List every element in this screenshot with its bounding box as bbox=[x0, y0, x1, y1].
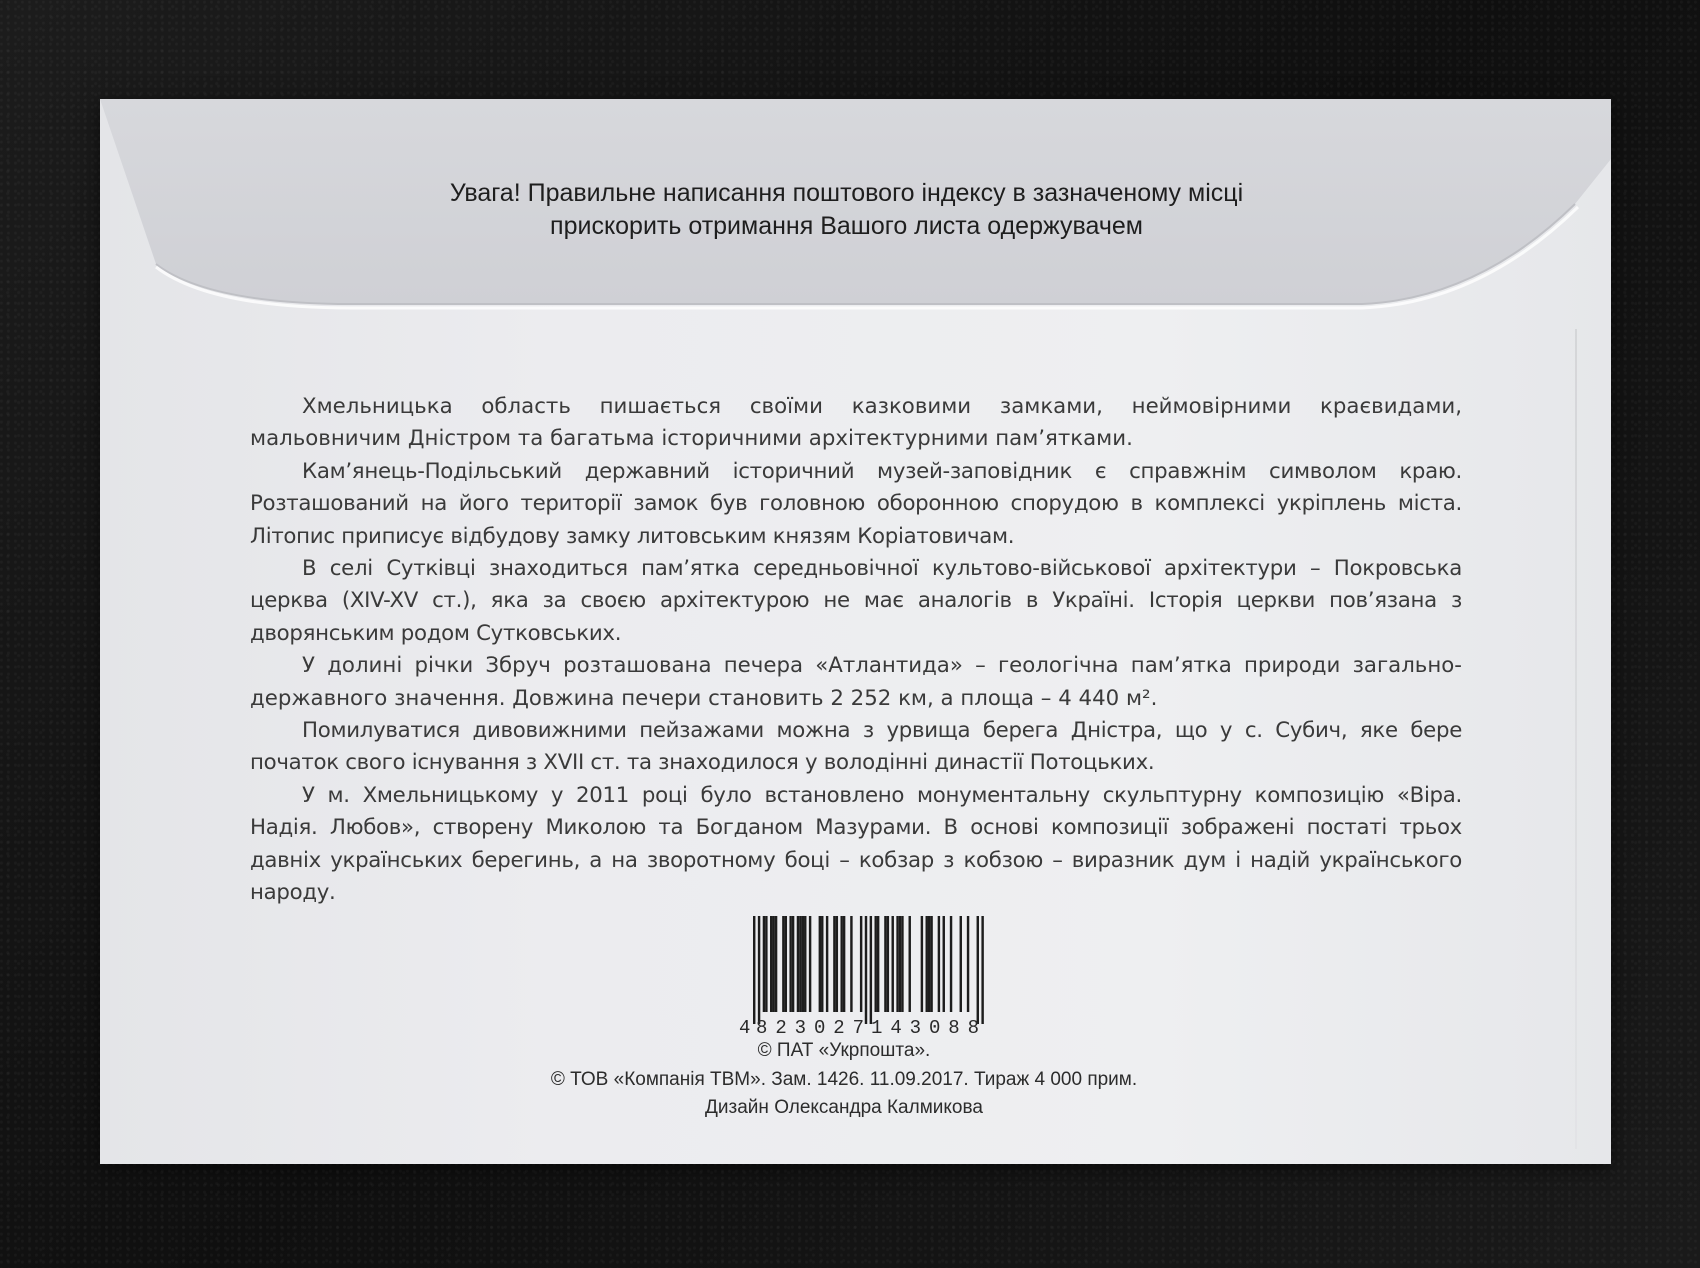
barcode-bar bbox=[782, 916, 784, 1012]
barcode bbox=[736, 916, 1066, 1036]
barcode-bar bbox=[921, 916, 923, 1012]
notice-line-1: Увага! Правильне написання поштового індексу в зазначеному місці bbox=[449, 179, 1244, 207]
notice-line-2: прискорить отримання Вашого листа одержувачем bbox=[550, 212, 1143, 240]
envelope-back bbox=[100, 99, 1611, 1164]
barcode-bar bbox=[950, 916, 952, 1012]
barcode-bar bbox=[899, 916, 901, 1012]
barcode-left-digits: 823027 bbox=[756, 1017, 864, 1036]
barcode-bar bbox=[928, 916, 930, 1012]
barcode-bar bbox=[836, 916, 838, 1012]
barcode-bar bbox=[981, 916, 983, 1024]
barcode-bar bbox=[789, 916, 791, 1012]
barcode-bar bbox=[802, 916, 804, 1012]
barcode-graphic bbox=[736, 916, 1066, 1036]
barcode-bar bbox=[843, 916, 845, 1012]
paragraph-3: В селі Сутківці знаходиться пам’ятка середньовічної культово-військової архітектури – Покровська церква (XIV-XV ст.), яка за своєю архітектурою не має аналогів в Україні. Історія церкви пов’язана з дворянським родом Сутковських. bbox=[250, 556, 1462, 646]
envelope-flap bbox=[100, 99, 1611, 439]
barcode-bar bbox=[772, 916, 774, 1012]
barcode-right-digits: 143088 bbox=[871, 1017, 979, 1036]
barcode-bar bbox=[896, 916, 898, 1012]
barcode-bar bbox=[877, 916, 879, 1012]
barcode-bar bbox=[870, 916, 872, 1024]
barcode-bar bbox=[758, 916, 760, 1024]
barcode-bar bbox=[753, 916, 755, 1024]
barcode-bar bbox=[938, 916, 940, 1012]
description-text bbox=[250, 391, 1462, 910]
barcode-bar bbox=[821, 916, 823, 1012]
paragraph-4: У долині річки Збруч розташована печера «Атлантида» – геологічна пам’ятка природи загально-державного значення. Довжина печери становить 2 252 км, а площа – 4 440 м². bbox=[250, 653, 1462, 711]
flap-side-crease bbox=[1575, 329, 1577, 1149]
barcode-bar bbox=[826, 916, 828, 1012]
barcode-bar bbox=[770, 916, 772, 1012]
barcode-bar bbox=[926, 916, 928, 1012]
barcode-bar bbox=[887, 916, 889, 1012]
postal-index-notice bbox=[300, 177, 1393, 243]
imprint-line-1: © ПАТ «Укрпошта». bbox=[757, 1040, 931, 1061]
barcode-bar bbox=[799, 916, 801, 1012]
barcode-bar bbox=[909, 916, 911, 1012]
barcode-bar bbox=[884, 916, 886, 1012]
barcode-bar bbox=[901, 916, 903, 1012]
barcode-bar bbox=[865, 916, 867, 1024]
barcode-bar bbox=[804, 916, 806, 1012]
barcode-bar bbox=[840, 916, 842, 1012]
barcode-first-digit: 4 bbox=[739, 1017, 751, 1036]
barcode-bar bbox=[892, 916, 894, 1012]
barcode-bar bbox=[797, 916, 799, 1012]
barcode-bar bbox=[819, 916, 821, 1012]
paragraph-2: Кам’янець-Подільський державний історичний музей-заповідник є справжнім символом краю. Розташований на його території замок був головною оборонною спорудою в комплексі укріплень міста. Літопис приписує відбудову замку литовським князям Коріатовичам. bbox=[250, 458, 1462, 549]
barcode-bar bbox=[763, 916, 765, 1012]
imprint-line-2: © ТОВ «Компанія ТВМ». Зам. 1426. 11.09.2017. Тираж 4 000 прим. bbox=[550, 1068, 1138, 1090]
barcode-bar bbox=[775, 916, 777, 1012]
imprint-line-3: Дизайн Олександра Калмикова bbox=[705, 1097, 983, 1118]
paragraph-1: Хмельницька область пишається своїми казковими замками, неймовірними краєвидами, мальовничим Дністром та багатьма історичними архітектурними пам’ятками. bbox=[250, 394, 1462, 452]
paragraph-5: Помилуватися дивовижними пейзажами можна з урвища берега Дністра, що у с. Субич, яке бере початок свого існування з XVII ст. та знаходилося у володінні династії Потоцьких. bbox=[250, 718, 1462, 776]
barcode-bar bbox=[785, 916, 787, 1012]
barcode-bar bbox=[833, 916, 835, 1012]
barcode-bar bbox=[765, 916, 767, 1012]
paragraph-6: У м. Хмельницькому у 2011 році було встановлено монументальну скульптурну композицію «Віра. Надія. Любов», створену Миколою та Богданом Мазурами. В основі композиції зображені постаті трьох давніх українських берегинь, а на зворотному боці – кобзар з кобзою – виразник дум і надій українського народу. bbox=[250, 782, 1462, 906]
barcode-bar bbox=[860, 916, 862, 1012]
barcode-bar bbox=[967, 916, 969, 1012]
barcode-bar bbox=[792, 916, 794, 1012]
barcode-bar bbox=[960, 916, 962, 1012]
imprint bbox=[400, 1037, 1288, 1123]
barcode-bar bbox=[850, 916, 852, 1012]
barcode-bar bbox=[943, 916, 945, 1012]
barcode-bar bbox=[977, 916, 979, 1024]
barcode-bar bbox=[930, 916, 932, 1012]
barcode-bar bbox=[875, 916, 877, 1012]
barcode-bar bbox=[809, 916, 811, 1012]
